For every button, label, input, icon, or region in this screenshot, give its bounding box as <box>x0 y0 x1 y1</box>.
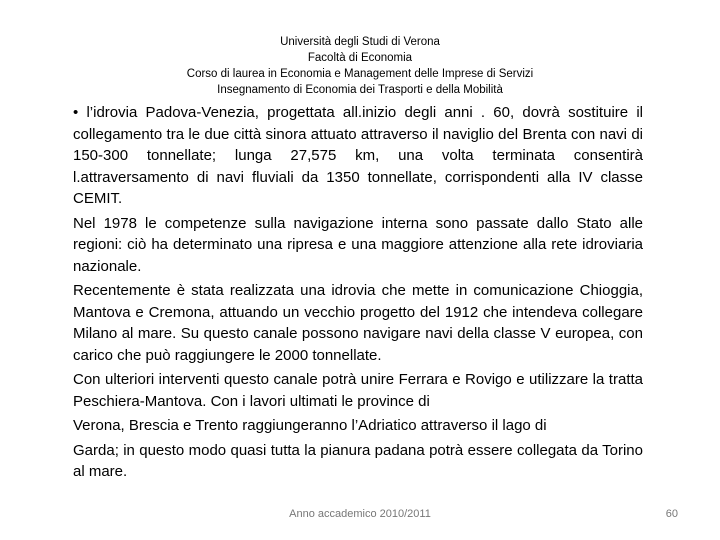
course-name: Corso di laurea in Economia e Management delle Imprese di Servizi <box>186 68 534 80</box>
faculty-name: Facoltà di Economia <box>307 52 413 64</box>
paragraph-pianura-padana: Garda; in questo modo quasi tutta la pianura padana potrà essere collegata da Torino al mare. <box>73 441 643 480</box>
paragraph-competenze-1978: Nel 1978 le competenze sulla navigazione interna sono passate dallo Stato alle regioni: ciò ha determinato una ripresa e una maggiore attenzione alla rete idroviaria nazionale. <box>73 214 643 275</box>
paragraph-ulteriori-interventi: Con ulteriori interventi questo canale potrà unire Ferrara e Rovigo e utilizzare la tratta Peschiera-Mantova. Con i lavori ultimati le province di <box>73 371 643 410</box>
footer-academic-year: Anno accademico 2010/2011 <box>289 508 431 520</box>
teaching-name: Insegnamento di Economia dei Trasporti e della Mobilità <box>217 84 503 96</box>
slide-body <box>73 102 643 486</box>
paragraph-verona-brescia-trento: Verona, Brescia e Trento raggiungeranno l’Adriatico attraverso il lago di <box>73 417 547 434</box>
university-name: Università degli Studi di Verona <box>280 36 440 48</box>
paragraph-idrovia-chioggia: Recentemente è stata realizzata una idrovia che mette in comunicazione Chioggia, Mantova e Cremona, attuando un vecchio progetto del 1912 che intendeva collegare Milano al mare. Su questo canale possono navigare navi della classe V europea, con carico che può raggiungere le 2000 tonnellate. <box>73 282 643 364</box>
page-number: 60 <box>665 508 678 520</box>
slide-header <box>0 34 720 98</box>
paragraph-idrovia-padova-venezia: • l’idrovia Padova-Venezia, progettata all.inizio degli anni . 60, dovrà sostituire il collegamento tra le due città sinora attuato attraverso il naviglio del Brenta con navi di 150-300 tonnellate; lunga 27,575 km, una volta terminata consentirà l.attraversamento di navi fluviali da 1350 tonnellate, corrispondenti alla IV classe CEMIT. <box>73 104 643 207</box>
